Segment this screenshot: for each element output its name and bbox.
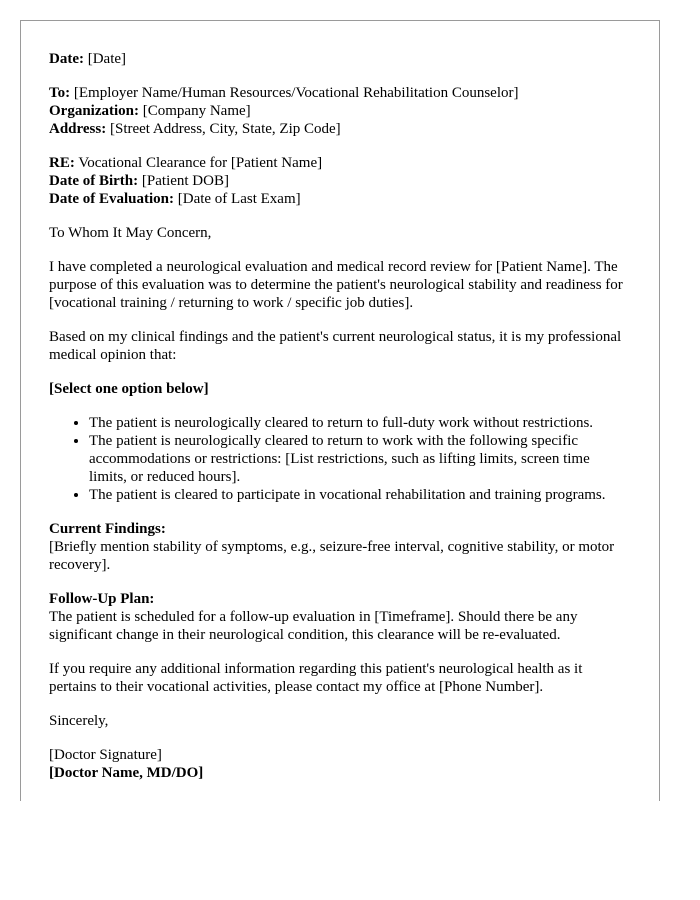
intro-paragraph: I have completed a neurological evaluation and medical record review for [Patient Name]. The purpose of this evaluation was to determine the patient's neurological stability and readiness for [vocational training / returning to work / specific job duties].	[49, 259, 623, 311]
followup-heading-text: Follow-Up Plan:	[49, 591, 155, 607]
to-label: To:	[49, 85, 71, 101]
reference-block	[49, 154, 631, 208]
doctor-signature: [Doctor Signature]	[49, 747, 162, 763]
clearance-option: • The patient is neurologically cleared to return to full-duty work without restrictions.	[89, 414, 631, 432]
organization-label: Organization:	[49, 103, 139, 119]
signature-block	[49, 746, 631, 782]
doctor-name-line	[49, 764, 631, 782]
findings-section	[49, 520, 631, 574]
to-value: [Employer Name/Human Resources/Vocational Rehabilitation Counselor]	[73, 85, 519, 101]
followup-heading	[49, 590, 631, 608]
select-option-heading	[49, 380, 631, 398]
address-label: Address:	[49, 121, 107, 137]
organization-value: [Company Name]	[142, 103, 251, 119]
clearance-options-list	[49, 414, 631, 504]
evaluation-date-value: [Date of Last Exam]	[177, 191, 301, 207]
re-label: RE:	[49, 155, 75, 171]
date-value: [Date]	[87, 51, 127, 67]
re-line	[49, 154, 631, 172]
followup-text: The patient is scheduled for a follow-up evaluation in [Timeframe]. Should there be any significant change in their neurological condition, this clearance will be re-evaluated.	[49, 609, 578, 643]
organization-line	[49, 102, 631, 120]
doctor-name: [Doctor Name, MD/DO]	[49, 765, 204, 781]
sign-off: Sincerely,	[49, 713, 109, 729]
dob-label: Date of Birth:	[49, 173, 139, 189]
salutation: To Whom It May Concern,	[49, 225, 212, 241]
letter-page	[20, 20, 660, 801]
opinion-paragraph: Based on my clinical findings and the patient's current neurological status, it is my professional medical opinion that:	[49, 329, 622, 363]
date-line	[49, 50, 631, 68]
evaluation-date-label: Date of Evaluation:	[49, 191, 174, 207]
findings-heading	[49, 520, 631, 538]
re-value: Vocational Clearance for [Patient Name]	[78, 155, 323, 171]
to-line	[49, 84, 631, 102]
followup-section	[49, 590, 631, 644]
contact-paragraph: If you require any additional information regarding this patient's neurological health as it pertains to their vocational activities, please contact my office at [Phone Number].	[49, 661, 583, 695]
select-option-heading-text: [Select one option below]	[49, 381, 209, 397]
address-line	[49, 120, 631, 138]
date-label: Date:	[49, 51, 84, 67]
clearance-option: • The patient is cleared to participate in vocational rehabilitation and training programs.	[89, 486, 631, 504]
address-value: [Street Address, City, State, Zip Code]	[109, 121, 341, 137]
findings-heading-text: Current Findings:	[49, 521, 166, 537]
findings-text: [Briefly mention stability of symptoms, e.g., seizure-free interval, cognitive stability, or motor recovery].	[49, 539, 615, 573]
evaluation-date-line	[49, 190, 631, 208]
clearance-option: • The patient is neurologically cleared to return to work with the following specific accommodations or restrictions: [List restrictions, such as lifting limits, screen time limits, or reduced hours].	[89, 432, 631, 486]
dob-value: [Patient DOB]	[141, 173, 229, 189]
recipient-block	[49, 84, 631, 138]
dob-line	[49, 172, 631, 190]
